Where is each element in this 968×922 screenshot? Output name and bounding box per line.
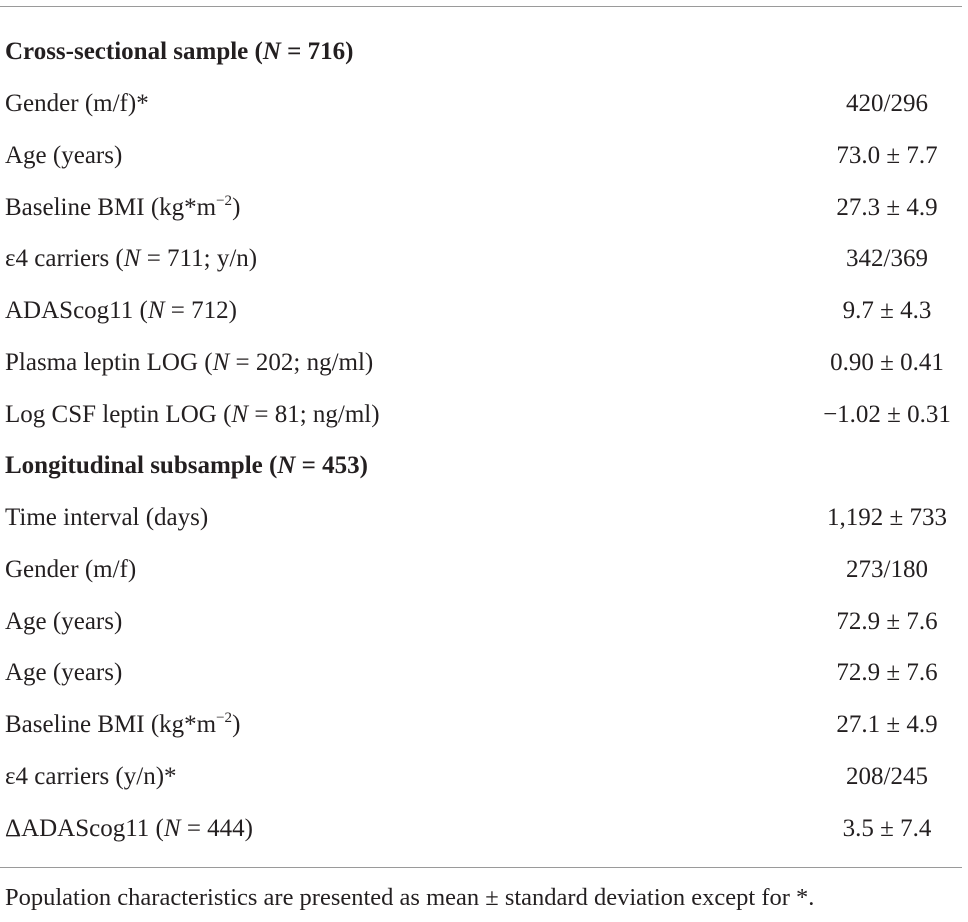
row-label: Age (years) <box>5 141 123 169</box>
row-value: 27.1 ± 4.9 <box>836 711 938 739</box>
row-value: 420/296 <box>846 90 928 118</box>
top-rule <box>0 6 962 7</box>
bottom-rule <box>0 867 962 868</box>
table-row-time-interval <box>0 492 962 544</box>
row-label: ΔADAScog11 (N = 444) <box>5 814 254 842</box>
table-row-adascog11 <box>0 285 962 337</box>
table-row-e4-carriers <box>0 751 962 803</box>
row-value: 72.9 ± 7.6 <box>836 659 938 687</box>
table-row-baseline-bmi <box>0 699 962 751</box>
row-label: Plasma leptin LOG (N = 202; ng/ml) <box>5 348 374 376</box>
table-row-csf-leptin <box>0 388 962 440</box>
table-row-delta-adascog11 <box>0 802 962 854</box>
row-value: 27.3 ± 4.9 <box>836 193 938 221</box>
row-value: 1,192 ± 733 <box>827 504 947 532</box>
row-value: 3.5 ± 7.4 <box>842 814 932 842</box>
row-label: Baseline BMI $(kg*m^{-2})$ <box>5 710 241 739</box>
row-value: 0.90 ± 0.41 <box>830 348 944 376</box>
section-header-longitudinal <box>0 440 962 492</box>
row-value: 9.7 ± 4.3 <box>842 297 932 325</box>
table-row-gender <box>0 544 962 596</box>
row-label: Baseline BMI $(kg*m^{-2})$ <box>5 192 241 221</box>
row-label: Age (years) <box>5 607 123 635</box>
table-row-age-repeat <box>0 647 962 699</box>
row-value: −1.02 ± 0.31 <box>823 400 951 428</box>
table-row-e4-carriers <box>0 233 962 285</box>
row-value: 72.9 ± 7.6 <box>836 607 938 635</box>
row-label: Log CSF leptin LOG (N = 81; ng/ml) <box>5 400 380 428</box>
section-title: Longitudinal subsample (N = 453) <box>5 452 368 480</box>
table-row-gender <box>0 78 962 130</box>
row-value: 342/369 <box>846 245 928 273</box>
row-value: 273/180 <box>846 555 928 583</box>
table-row-baseline-bmi <box>0 181 962 233</box>
row-value: 208/245 <box>846 762 928 790</box>
section-title: Cross-sectional sample (N = 716) <box>5 38 354 66</box>
row-label: Age (years) <box>5 659 123 687</box>
table-row-age <box>0 130 962 182</box>
row-label: Time interval (days) <box>5 504 209 532</box>
row-value: 73.0 ± 7.7 <box>836 141 938 169</box>
section-header-cross-sectional <box>0 26 962 78</box>
row-label: ADAScog11 (N = 712) <box>5 297 237 325</box>
row-label: ε4 carriers (N = 711; y/n) <box>5 245 258 273</box>
row-label: Gender (m/f)* <box>5 90 149 118</box>
table-footnote: Population characteristics are presented as mean ± standard deviation except for *. <box>5 884 815 911</box>
table-row-plasma-leptin <box>0 337 962 389</box>
row-label: Gender (m/f) <box>5 555 137 583</box>
table-body <box>0 26 962 854</box>
row-label: ε4 carriers (y/n)* <box>5 762 177 790</box>
table-row-age <box>0 595 962 647</box>
